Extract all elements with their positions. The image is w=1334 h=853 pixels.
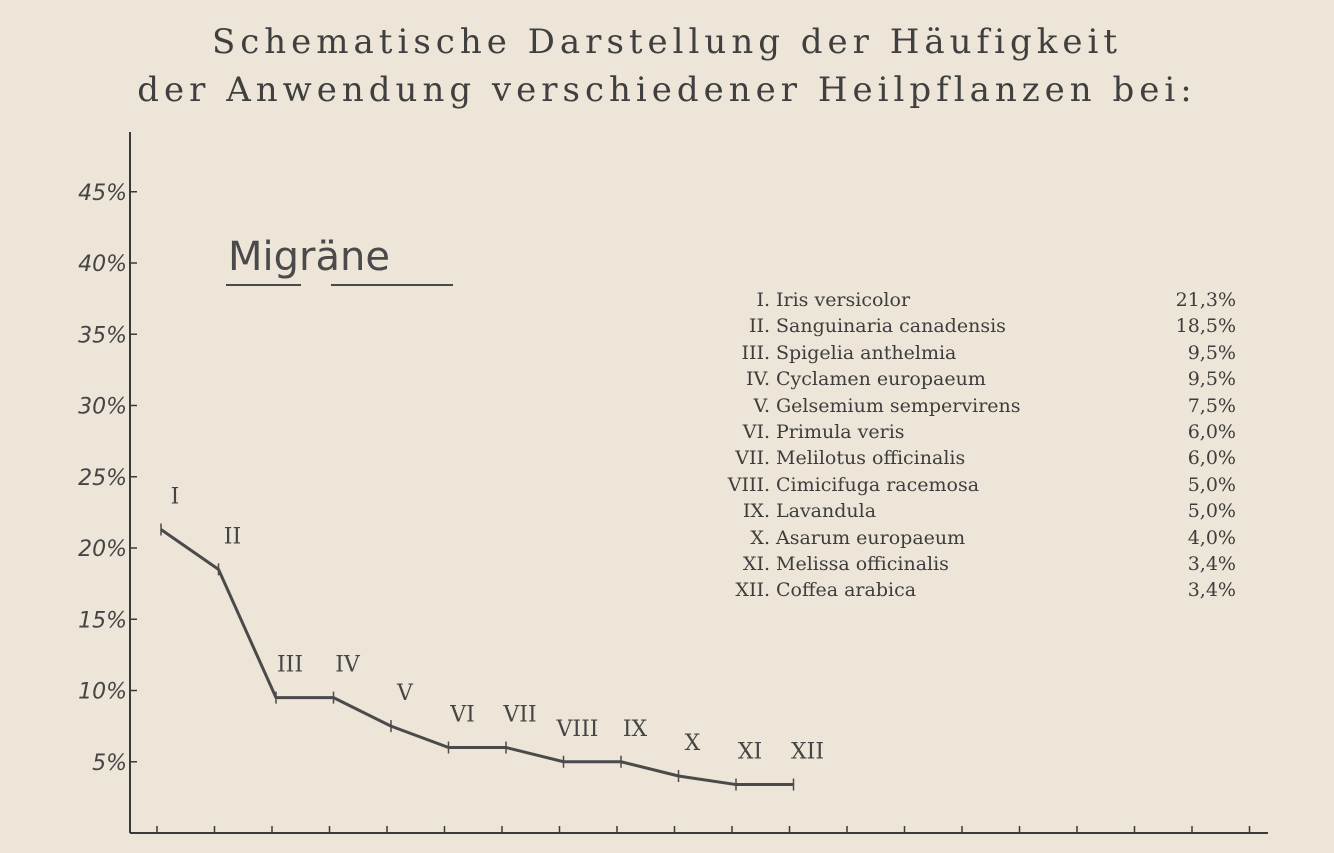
category-label: XI: [737, 739, 763, 765]
legend-percentage: 5,0%: [1187, 473, 1236, 496]
y-tick-label: 35%: [78, 323, 127, 349]
y-axis-ticks: [78, 181, 137, 776]
legend: [690, 287, 1250, 604]
category-label: II: [223, 524, 242, 550]
legend-plant-name: Cyclamen europaeum: [776, 368, 986, 391]
legend-plant-name: Lavandula: [776, 500, 877, 523]
legend-percentage: 9,5%: [1187, 341, 1236, 364]
legend-percentage: 4,0%: [1187, 526, 1236, 549]
category-label: X: [684, 731, 701, 756]
category-label: VII: [503, 702, 537, 728]
legend-percentage: 9,5%: [1187, 368, 1236, 391]
y-tick-label: 5%: [92, 750, 127, 776]
y-tick-label: 40%: [78, 252, 127, 277]
legend-entry: [690, 340, 1250, 366]
x-axis-ticks: [157, 826, 1250, 833]
legend-entry: [690, 366, 1250, 392]
y-tick-label: 30%: [78, 394, 127, 420]
legend-plant-name: Iris versicolor: [776, 289, 911, 311]
category-label: XII: [790, 739, 825, 765]
legend-entry: [690, 525, 1250, 551]
legend-numeral: V.: [753, 394, 770, 417]
y-tick-label: 10%: [78, 679, 127, 705]
category-label: VIII: [556, 716, 599, 742]
legend-plant-name: Spigelia anthelmia: [776, 341, 957, 364]
legend-entry: [690, 445, 1250, 471]
legend-plant-name: Coffea arabica: [776, 579, 917, 602]
legend-entry: [690, 287, 1250, 313]
legend-numeral: XII.: [735, 579, 770, 602]
y-tick-label: 20%: [78, 537, 127, 562]
legend-percentage: 6,0%: [1187, 447, 1236, 470]
legend-plant-name: Asarum europaeum: [776, 526, 966, 549]
subtitle-group: [226, 234, 453, 285]
legend-percentage: 3,4%: [1187, 579, 1236, 602]
legend-entry: [690, 577, 1250, 603]
legend-numeral: VIII.: [727, 473, 770, 496]
legend-numeral: VII.: [735, 447, 770, 470]
legend-plant-name: Primula veris: [776, 421, 905, 444]
legend-percentage: 3,4%: [1187, 553, 1236, 576]
legend-plant-name: Sanguinaria canadensis: [776, 315, 1006, 338]
legend-percentage: 5,0%: [1187, 500, 1236, 523]
legend-numeral: XI.: [742, 553, 770, 576]
category-label: V: [397, 681, 413, 707]
legend-numeral: IV.: [746, 368, 770, 391]
legend-entry: [690, 419, 1250, 445]
legend-entry: [690, 313, 1250, 339]
legend-entry: [690, 551, 1250, 577]
legend-percentage: 7,5%: [1187, 394, 1236, 417]
legend-numeral: II.: [748, 315, 770, 338]
legend-plant-name: Cimicifuga racemosa: [776, 473, 980, 496]
chart-title-line1: Schematische Darstellung der Häufigkeit: [211, 22, 1123, 62]
legend-entry: [690, 393, 1250, 419]
legend-plant-name: Melissa officinalis: [776, 553, 949, 576]
category-label: IV: [335, 652, 360, 678]
category-label: IX: [622, 716, 648, 742]
legend-numeral: IX.: [742, 500, 770, 523]
legend-percentage: 6,0%: [1187, 421, 1236, 444]
legend-numeral: VI.: [742, 421, 770, 444]
legend-numeral: III.: [741, 341, 770, 364]
legend-percentage: 21,3%: [1175, 289, 1236, 311]
legend-entry: [690, 472, 1250, 498]
category-label: VI: [450, 702, 475, 728]
y-tick-label: 25%: [78, 465, 127, 491]
legend-plant-name: Melilotus officinalis: [776, 447, 966, 470]
chart-title-line2: der Anwendung verschiedener Heilpflanzen bei:: [137, 70, 1197, 110]
legend-plant-name: Gelsemium sempervirens: [776, 394, 1021, 417]
chart-subtitle: Migräne: [228, 234, 390, 280]
legend-percentage: 18,5%: [1175, 315, 1236, 338]
y-tick-label: 15%: [78, 608, 127, 634]
legend-numeral: X.: [750, 526, 770, 549]
category-label: III: [276, 652, 304, 678]
legend-entry: [690, 498, 1250, 524]
legend-numeral: I.: [756, 289, 770, 311]
category-label: I: [170, 484, 180, 510]
y-tick-label: 45%: [78, 180, 127, 206]
